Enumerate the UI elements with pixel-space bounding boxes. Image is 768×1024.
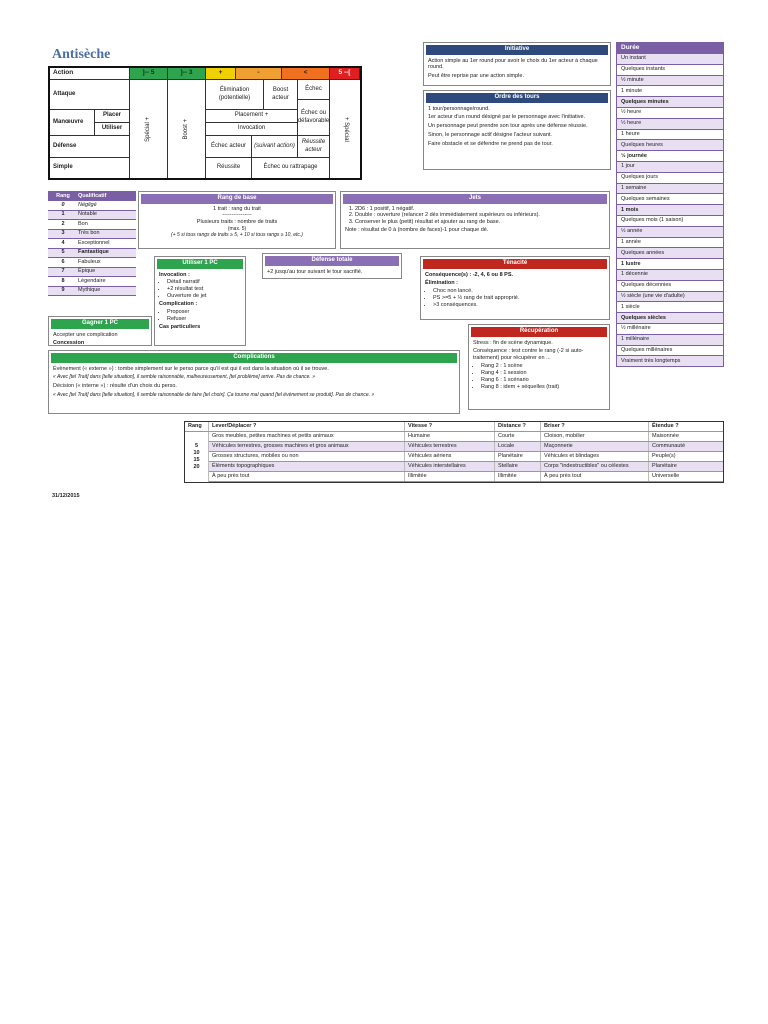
ordre-line-5: Faire obstacle et se défendre ne prend pas de tour. <box>428 141 553 147</box>
action-header: Action <box>50 68 130 80</box>
duree-item: Quelques années <box>616 248 724 259</box>
duree-item: Quelques instants <box>616 65 724 76</box>
tenacite-box <box>420 256 610 320</box>
recuperation-item-1: • Rang 2 : 1 scène <box>481 363 609 370</box>
lower-table-cell: Éléments topographiques <box>209 462 405 471</box>
lower-table-cell: Stellaire <box>495 462 541 471</box>
invocation-label: Invocation : <box>159 271 190 278</box>
boost-acteur-cell: Boost acteur <box>264 80 298 110</box>
echec-acteur-cell: Échec acteur <box>206 136 252 158</box>
rang-qualificatif: Notable <box>78 211 97 218</box>
rang-number: 7 <box>61 268 65 275</box>
col-header-m5: ]-- 5 <box>130 68 168 80</box>
lower-header-briser: Briser ? <box>541 422 649 431</box>
lower-table-cell: Maçonnerie <box>541 442 649 451</box>
duree-item: Quelques heures <box>616 140 724 151</box>
lower-table-body <box>185 432 723 482</box>
rang-qualificatif: Fabuleux <box>78 258 101 265</box>
duree-item: Quelques décennies <box>616 281 724 292</box>
tenacite-elimination-label: Élimination : <box>425 280 458 287</box>
duree-item: Quelques millénaires <box>616 346 724 357</box>
tenacite-consequence: Conséquence(s) : -2, 4, 6 ou 8 PS. <box>425 271 514 278</box>
rang-base-title: Rang de base <box>141 194 333 204</box>
complication-item-1: • Proposer <box>167 309 245 316</box>
complications-line3: Décision (« interne ») : résulte d'un choix du perso. <box>53 382 177 389</box>
gagner-pc-line1: Accepter une complication <box>53 331 118 338</box>
duree-item: 1 minute <box>616 86 724 97</box>
tenacite-item-3: • >3 conséquences. <box>433 302 609 309</box>
jets-item-2: 2. Double : ouverture (relancer 2 dés immédiatement supérieurs ou inférieurs). <box>355 212 609 219</box>
rang-row <box>48 249 136 259</box>
recuperation-box <box>468 324 610 410</box>
rang-number: 2 <box>61 220 65 227</box>
rang-qualificatif: Légendaire <box>78 277 106 284</box>
action-table <box>48 66 362 180</box>
lower-table-cell: Planétaire <box>652 463 677 470</box>
rang-header-qualif: Qualificatif <box>78 192 107 199</box>
recuperation-item-4: • Rang 8 : idem + séquelles (trait) <box>481 384 609 391</box>
complications-line2: « Avec [tel Trait] dans [telle situation], il semble raisonnable, malheureusement, [tel problème] arrive. Pas de chance. » <box>53 374 315 381</box>
boost-plus-label: Boost + <box>182 118 189 140</box>
rank-label-10: 10 <box>193 450 200 457</box>
lower-table-row <box>209 472 723 482</box>
row-manoeuvre: Manœuvre <box>50 110 95 136</box>
row-simple: Simple <box>50 158 130 178</box>
suivant-action-cell: (suivant action) <box>252 136 298 158</box>
initiative-text: Action simple au 1er round pour avoir le choix du 1er acteur à chaque round. <box>428 57 598 71</box>
rang-row <box>48 258 136 268</box>
recuperation-title: Récupération <box>471 327 607 337</box>
tenacite-item-2: • PS >=5 + ½ rang de trait approprié. <box>433 295 609 302</box>
invocation-item-3: • Ouverture de jet <box>167 293 245 300</box>
duree-title: Durée <box>616 42 724 54</box>
rang-base-line2: ---------------- <box>222 212 252 219</box>
tenacite-title: Ténacité <box>423 259 607 269</box>
lower-table-cell: Universelle <box>652 473 680 480</box>
duree-item: 1 millénaire <box>616 335 724 346</box>
lower-header-distance: Distance ? <box>495 422 541 431</box>
duree-item: ½ minute <box>616 76 724 87</box>
gagner-pc-box <box>48 316 152 346</box>
lower-table-row <box>209 462 723 472</box>
col-header-m3: ]-- 3 <box>168 68 206 80</box>
rank-label-20: 20 <box>193 463 200 470</box>
complications-title: Complications <box>51 353 457 363</box>
lower-table-cell: Véhicules terrestres <box>405 442 495 451</box>
reussite-cell: Réussite <box>206 158 252 178</box>
col-header-lt: < <box>282 68 330 80</box>
rang-qualificatif: Négligé <box>78 201 97 208</box>
duree-item: Quelques siècles <box>616 313 724 324</box>
boost-plus-cell <box>168 80 206 178</box>
rang-number: 4 <box>61 239 65 246</box>
duree-item: 1 mois <box>616 205 724 216</box>
recuperation-consequence: Conséquence : test contre le rang (-2 si auto-traitement) pour récupérer en ... <box>473 348 584 362</box>
duree-item: ½ année <box>616 227 724 238</box>
rang-number: 3 <box>61 230 65 237</box>
duree-item: Quelques minutes <box>616 97 724 108</box>
complications-line4: « Avec [tel Trait] dans [telle situation], il semble raisonnable de faire [tel choix]. Ça tourne mal quand [tel évènement se produit]. Pas de chance. » <box>53 391 375 398</box>
initiative-title: Initiative <box>426 45 608 55</box>
ordre-line-2: 1er acteur d'un round désigné par le personnage avec l'initiative. <box>428 114 586 121</box>
rang-row <box>48 277 136 287</box>
complication-label: Complication : <box>159 301 198 307</box>
rang-row <box>48 268 136 278</box>
recuperation-item-3: • Rang 6 : 1 scénario <box>481 377 609 384</box>
duree-item: ½ heure <box>616 119 724 130</box>
lower-table <box>184 421 724 483</box>
duree-item: 1 semaine <box>616 184 724 195</box>
duree-item: ½ heure <box>616 108 724 119</box>
duree-item: 1 jour <box>616 162 724 173</box>
lower-table-cell: Illimitée <box>405 472 495 481</box>
rang-number: 8 <box>61 277 65 284</box>
complications-line1: Évènement (« externe ») : tombe simplement sur le perso parce qu'il est qui il est dans la situation où il se trouve. <box>53 365 329 372</box>
rang-row <box>48 211 136 221</box>
invocation-cell: Invocation <box>206 123 298 136</box>
recuperation-item-2: • Rang 4 : 1 session <box>481 370 609 377</box>
lower-table-cell: Véhicules interstellaires <box>405 462 495 471</box>
date-footer: 31/12/2015 <box>52 493 80 499</box>
rang-qualificatif: Exceptionnel <box>78 239 110 246</box>
lower-table-cell: Locale <box>495 442 541 451</box>
lower-table-cell: Grosses structures, mobiles ou non <box>209 452 405 461</box>
lower-table-cell: Cloison, mobilier <box>541 432 649 441</box>
complications-box <box>48 350 460 414</box>
initiative-text2: Peut être reprise par une action simple. <box>428 73 524 80</box>
duree-item: 1 heure <box>616 130 724 141</box>
duree-item: Quelques mois (1 saison) <box>616 216 724 227</box>
duree-item: ½ siècle (une vie d'adulte) <box>616 292 724 303</box>
lower-header-vitesse: Vitesse ? <box>405 422 495 431</box>
row-defense: Défense <box>50 136 130 158</box>
echec-rattrapage-cell: Échec ou rattrapage <box>252 158 330 178</box>
echec-cell: Échec <box>298 80 330 100</box>
rang-qualificatif: Très bon <box>78 230 100 237</box>
rang-number: 1 <box>61 211 65 218</box>
special-plus-label: Spécial + <box>144 116 151 142</box>
utiliser-pc-title: Utiliser 1 PC <box>157 259 243 269</box>
rang-header-rang: Rang <box>56 192 70 199</box>
recuperation-stress: Stress : fin de scène dynamique. <box>473 339 553 346</box>
lower-table-cell: Communauté <box>652 443 686 450</box>
duree-item: 1 décennie <box>616 270 724 281</box>
lower-table-cell: Peuple(s) <box>652 453 676 460</box>
duree-item: 1 lustre <box>616 259 724 270</box>
special-plus-right-label: + Spécial <box>342 116 349 142</box>
duree-item: Vraiment très longtemps <box>616 356 724 367</box>
ordre-line-1: 1 tour/personnage/round. <box>428 105 490 112</box>
lower-header-rang: Rang <box>185 422 209 431</box>
rang-base-line3: Plusieurs traits : nombre de traits <box>196 219 278 226</box>
lower-table-cell: À peu près tout <box>209 472 405 481</box>
lower-table-row <box>209 432 723 442</box>
jets-note: Note : résultat de 0 à (nombre de faces)-1 pour chaque dé. <box>345 227 489 234</box>
ordre-line-3: Un personnage peut prendre son tour après une défense réussie. <box>428 123 588 130</box>
invocation-item-1: • Détail narratif <box>167 279 245 286</box>
echec-defavorable-cell: Échec ou défavorable <box>298 100 330 136</box>
defense-totale-title: Défense totale <box>265 256 399 266</box>
col-header-minus: - <box>236 68 282 80</box>
lower-table-cell: Planétaire <box>495 452 541 461</box>
initiative-box <box>423 42 611 86</box>
ordre-line-4: Sinon, le personnage actif désigne l'acteur suivant. <box>428 132 552 139</box>
rang-number: 0 <box>61 201 65 208</box>
rang-number: 6 <box>61 258 65 265</box>
lower-table-cell: À peu près tout <box>541 472 649 481</box>
duree-item: Un instant <box>616 54 724 65</box>
placement-plus-cell: Placement + <box>206 110 298 123</box>
elimination-cell: Élimination (potentielle) <box>206 80 264 110</box>
rang-header <box>48 191 136 201</box>
duree-item: Quelques jours <box>616 173 724 184</box>
lower-table-cell: Gros meubles, petites machines et petits animaux <box>209 432 405 441</box>
rang-row <box>48 287 136 297</box>
complication-item-2: • Refuser <box>167 316 245 323</box>
ordre-tours-title: Ordre des tours <box>426 93 608 103</box>
utiliser-pc-box <box>154 256 246 346</box>
tenacite-item-1: • Choc non lancé. <box>433 288 609 295</box>
gagner-pc-title: Gagner 1 PC <box>51 319 149 329</box>
rang-number: 9 <box>61 287 65 294</box>
lower-table-header <box>185 422 723 432</box>
lower-table-cell: Véhicules terrestres, grosses machines et gros animaux <box>209 442 405 451</box>
special-plus-cell <box>130 80 168 178</box>
rang-number: 5 <box>61 249 65 256</box>
duree-item: ½ journée <box>616 151 724 162</box>
rang-row <box>48 230 136 240</box>
rang-base-line5: (+ 5 si tous rangs de traits ≥ 5, + 10 si tous rangs ≥ 10, etc.) <box>171 232 303 239</box>
lower-table-cell: Véhicules aériens <box>405 452 495 461</box>
duree-item: 1 année <box>616 238 724 249</box>
lower-header-etendue: Étendue ? <box>652 423 679 430</box>
row-utiliser: Utiliser <box>95 123 130 136</box>
duree-item: ½ millénaire <box>616 324 724 335</box>
lower-rank-labels <box>185 432 209 482</box>
row-placer: Placer <box>95 110 130 123</box>
rang-qualificatif: Épique <box>78 268 96 275</box>
defense-totale-box <box>262 253 402 279</box>
lower-table-cell: Courte <box>495 432 541 441</box>
rank-label-15: 15 <box>193 457 200 463</box>
gagner-pc-line2: Concession <box>53 340 85 347</box>
rang-base-line1: 1 trait : rang du trait <box>213 205 261 212</box>
rang-qualificatif: Fantastique <box>78 249 109 256</box>
lower-header-lever: Lever/Déplacer ? <box>209 422 405 431</box>
lower-table-row <box>209 442 723 452</box>
rang-row <box>48 220 136 230</box>
rang-table <box>48 191 136 296</box>
defense-totale-text: +2 jusqu'au tour suivant le tour sacrifié. <box>267 268 363 275</box>
rang-row <box>48 201 136 211</box>
jets-item-1: 1. 2D6 : 1 positif, 1 négatif. <box>355 206 609 213</box>
lower-table-cell: Corps "indestructibles" ou célestes <box>541 462 649 471</box>
rang-qualificatif: Bon <box>78 220 88 227</box>
rang-row <box>48 239 136 249</box>
page-title: Antisèche <box>52 47 111 62</box>
duree-table <box>616 42 724 367</box>
duree-item: 1 siècle <box>616 302 724 313</box>
lower-table-cell: Véhicules et blindages <box>541 452 649 461</box>
rang-qualificatif: Mythique <box>78 287 101 294</box>
invocation-item-2: • +2 résultat test <box>167 286 245 293</box>
rank-label-5: 5 <box>194 443 199 450</box>
col-header-p5: 5 --[ <box>330 68 360 80</box>
reussite-acteur-cell: Réussite acteur <box>298 136 330 158</box>
jets-box <box>340 191 610 249</box>
row-attaque: Attaque <box>50 80 130 110</box>
rang-base-line4: (max. 5) <box>227 226 247 233</box>
lower-table-cell: Illimitée <box>495 472 541 481</box>
col-header-plus: + <box>206 68 236 80</box>
jets-item-3: 3. Conserver le plus (petit) résultat et ajouter au rang de base. <box>355 219 609 226</box>
ordre-tours-box <box>423 90 611 170</box>
cas-particuliers: Cas particuliers <box>159 323 201 330</box>
lower-table-row <box>209 452 723 462</box>
rang-base-box <box>138 191 336 249</box>
duree-item: Quelques semaines <box>616 194 724 205</box>
lower-table-cell: Humaine <box>405 432 495 441</box>
special-plus-right-cell <box>330 80 360 178</box>
lower-table-cell: Maisonnée <box>652 433 679 440</box>
jets-title: Jets <box>343 194 607 204</box>
